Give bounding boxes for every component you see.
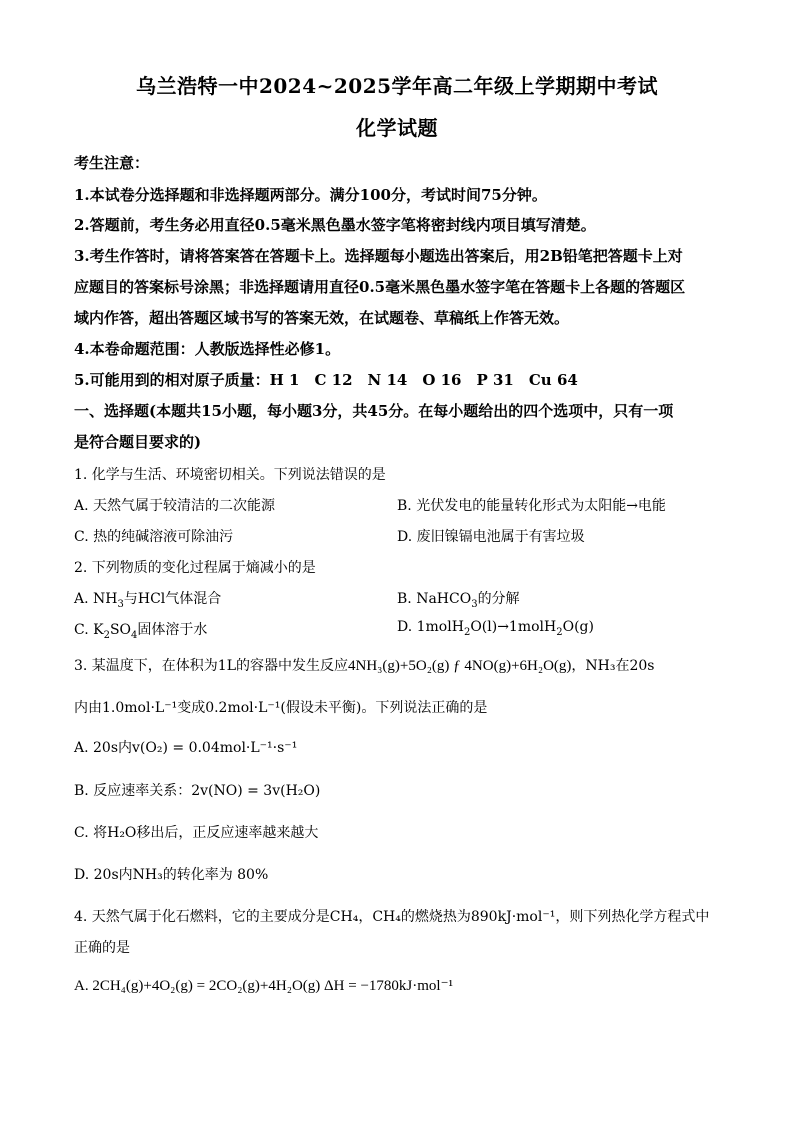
q1-option-d: D. 废旧镍镉电池属于有害垃圾	[397, 529, 585, 545]
q4-option-a: A. 2CH₄(g)+4O₂(g) = 2CO₂(g)+4H₂O(g) ΔH = −1780kJ·mol⁻¹	[74, 978, 453, 994]
q3-option-b: B. 反应速率关系：2v(NO) = 3v(H₂O)	[74, 783, 321, 799]
q1-option-c: C. 热的纯碱溶液可除油污	[74, 529, 234, 545]
notice-item-3: 3.考生作答时，请将答案答在答题卡上。选择题每小题选出答案后，用2B铅笔把答题卡上对	[74, 247, 683, 265]
section-heading-line1: 一、选择题(本题共15小题，每小题3分，共45分。在每小题给出的四个选项中，只有一项	[74, 402, 674, 420]
q1-option-a: A. 天然气属于较清洁的二次能源	[74, 498, 276, 514]
exam-title: 乌兰浩特一中2024~2025学年高二年级上学期期中考试	[135, 74, 659, 98]
q3-option-c: C. 将H₂O移出后，正反应速率越来越大	[74, 825, 319, 841]
q2-option-a: A. $NH_3$与HCl气体混合	[74, 591, 222, 610]
question-4-stem-cont: 正确的是	[74, 940, 130, 956]
section-heading-line2: 是符合题目要求的)	[74, 433, 202, 451]
q2-option-b: B. NaHCO$_3$的分解	[397, 591, 520, 610]
q3-option-a: A. 20s内v(O₂) = 0.04mol·L⁻¹·s⁻¹	[74, 740, 298, 756]
notice-item-5: 5.可能用到的相对原子质量：H 1 C 12 N 14 O 16 P 31 Cu 64	[74, 371, 578, 389]
question-4-stem: 4. 天然气属于化石燃料，它的主要成分是CH₄，CH₄的燃烧热为890kJ·mol⁻¹，则下列热化学方程式中	[74, 909, 710, 925]
notice-item-4: 4.本卷命题范围：人教版选择性必修1。	[74, 340, 341, 358]
q3-option-d: D. 20s内NH₃的转化率为 80%	[74, 867, 269, 883]
notice-item-3-cont2: 域内作答，超出答题区域书写的答案无效，在试题卷、草稿纸上作答无效。	[74, 309, 570, 327]
question-2-stem: 2. 下列物质的变化过程属于熵减小的是	[74, 560, 316, 576]
notice-item-3-cont1: 应题目的答案标号涂黑；非选择题请用直径0.5毫米黑色墨水签字笔在答题卡上各题的答题区	[74, 278, 686, 296]
q2-option-c: C. $K_2SO_4$固体溶于水	[74, 622, 208, 641]
q3-reaction-equation: 4NH₃(g)+5O₂(g) ƒ 4NO(g)+6H₂O(g)	[348, 658, 572, 674]
question-1-stem: 1. 化学与生活、环境密切相关。下列说法错误的是	[74, 467, 386, 483]
question-3-stem-cont: 内由1.0mol·L⁻¹变成0.2mol·L⁻¹(假设未平衡)。下列说法正确的是	[74, 700, 488, 716]
notice-heading: 考生注意：	[74, 154, 150, 172]
exam-subtitle: 化学试题	[356, 116, 438, 140]
notice-item-1: 1.本试卷分选择题和非选择题两部分。满分100分，考试时间75分钟。	[74, 186, 547, 204]
notice-item-2: 2.答题前，考生务必用直径0.5毫米黑色墨水签字笔将密封线内项目填写清楚。	[74, 216, 596, 234]
question-3-stem: 3. 某温度下，在体积为1L的容器中发生反应4NH₃(g)+5O₂(g) ƒ 4NO(g)+6H₂O(g)，NH₃在20s	[74, 658, 655, 674]
q2-option-d: D. 1molH$_2$O(l)→1molH$_2$O(g)	[397, 619, 594, 638]
q1-option-b: B. 光伏发电的能量转化形式为太阳能→电能	[397, 498, 666, 514]
